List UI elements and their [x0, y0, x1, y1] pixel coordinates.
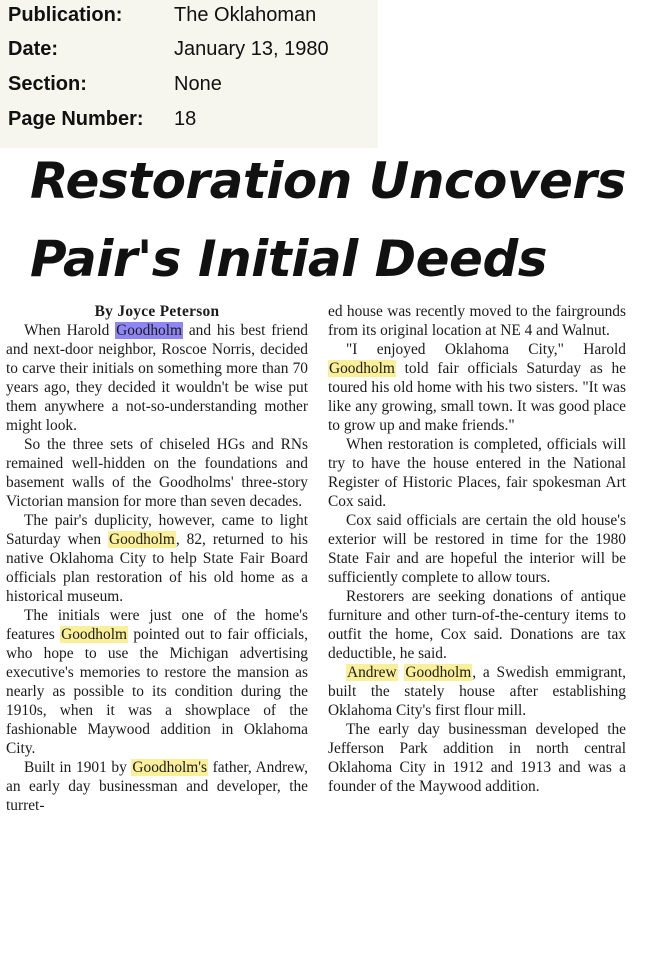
paragraph-11 [328, 663, 626, 720]
article-metadata [0, 0, 378, 148]
page-number-label: Page Number: [8, 108, 144, 130]
paragraph-5-rest: father, Andrew, an early day businessman and developer, the turret- [6, 759, 308, 814]
search-highlight[interactable]: Goodholm's [132, 759, 208, 776]
paragraph-3 [6, 511, 308, 606]
paragraph-12: The early day businessman developed the Jefferson Park addition in north central Oklahoma City in 1912 and 1913 and was a founder of the Maywood addition. [328, 721, 626, 795]
search-highlight[interactable]: Andrew [347, 664, 397, 681]
section-value: None [174, 73, 222, 95]
paragraph-5 [6, 758, 308, 815]
headline-line-1: Restoration Uncovers [30, 152, 626, 210]
search-highlight[interactable]: Goodholm [108, 531, 175, 548]
paragraph-4-lead: The initials were just one of the home's features [6, 607, 308, 643]
paragraph-3-rest: , 82, returned to his native Oklahoma City to help State Fair Board officials plan restoration of his old home as a historical museum. [6, 531, 308, 605]
search-highlight[interactable]: Goodholm [329, 360, 395, 377]
paragraph-6: ed house was recently moved to the fairgrounds from its original location at NE 4 and Walnut. [328, 303, 626, 339]
paragraph-7 [328, 340, 626, 435]
article-column-1 [6, 302, 308, 815]
publication-value: The Oklahoman [174, 4, 317, 26]
paragraph-3-lead: The pair's duplicity, however, came to light Saturday when [6, 512, 308, 548]
date-value: January 13, 1980 [174, 38, 329, 60]
paragraph-9: Cox said officials are certain the old house's exterior will be restored in time for the 1980 State Fair and are hopeful the interior will be sufficiently complete to allow tours. [328, 512, 626, 586]
paragraph-1 [6, 321, 308, 435]
paragraph-5-lead: Built in 1901 by [24, 759, 127, 776]
headline-line-2: Pair's Initial Deeds [30, 230, 548, 288]
paragraph-10: Restorers are seeking donations of antique furniture and other turn-of-the-century items to outfit the home, Cox said. Donations are tax deductible, he said. [328, 588, 626, 662]
paragraph-4 [6, 606, 308, 758]
article-column-2 [328, 302, 626, 796]
section-label: Section: [8, 73, 87, 95]
search-highlight-current[interactable]: Goodholm [116, 322, 182, 339]
page-number-value: 18 [174, 108, 197, 130]
paragraph-7-lead: "I enjoyed Oklahoma City," Harold [346, 341, 626, 358]
search-highlight[interactable]: Goodholm [405, 664, 472, 681]
date-label: Date: [8, 38, 59, 60]
paragraph-7-rest: told fair officials Saturday as he toured his old home with his two sisters. "It was like any growing, small town. It was good place to grow up and make friends." [328, 360, 626, 434]
paragraph-11-rest: , a Swedish emmigrant, built the stately house after establishing Oklahoma City's first flour mill. [328, 664, 626, 719]
paragraph-1-lead: When Harold [24, 322, 110, 339]
paragraph-4-rest: pointed out to fair officials, who hope to use the Michigan advertising executive's memories to restore the mansion as nearly as possible to its condition during the 1910s, when it was a showplace of the fashionable Maywood addition in Oklahoma City. [6, 626, 309, 757]
byline: By Joyce Peterson [94, 303, 220, 320]
paragraph-1-rest: and his best friend and next-door neighbor, Roscoe Norris, decided to carve their initials on something more than 70 years ago, they decided it wouldn't be wise put them anywhere a not-so-understanding mother might look. [6, 322, 308, 434]
paragraph-2: So the three sets of chiseled HGs and RNs remained well-hidden on the foundations and basement walls of the Goodholms' three-story Victorian mansion for more than seven decades. [6, 436, 308, 510]
publication-label: Publication: [8, 4, 123, 26]
search-highlight[interactable]: Goodholm [61, 626, 127, 643]
paragraph-8: When restoration is completed, officials will try to have the house entered in the National Register of Historic Places, fair spokesman Art Cox said. [328, 436, 626, 510]
